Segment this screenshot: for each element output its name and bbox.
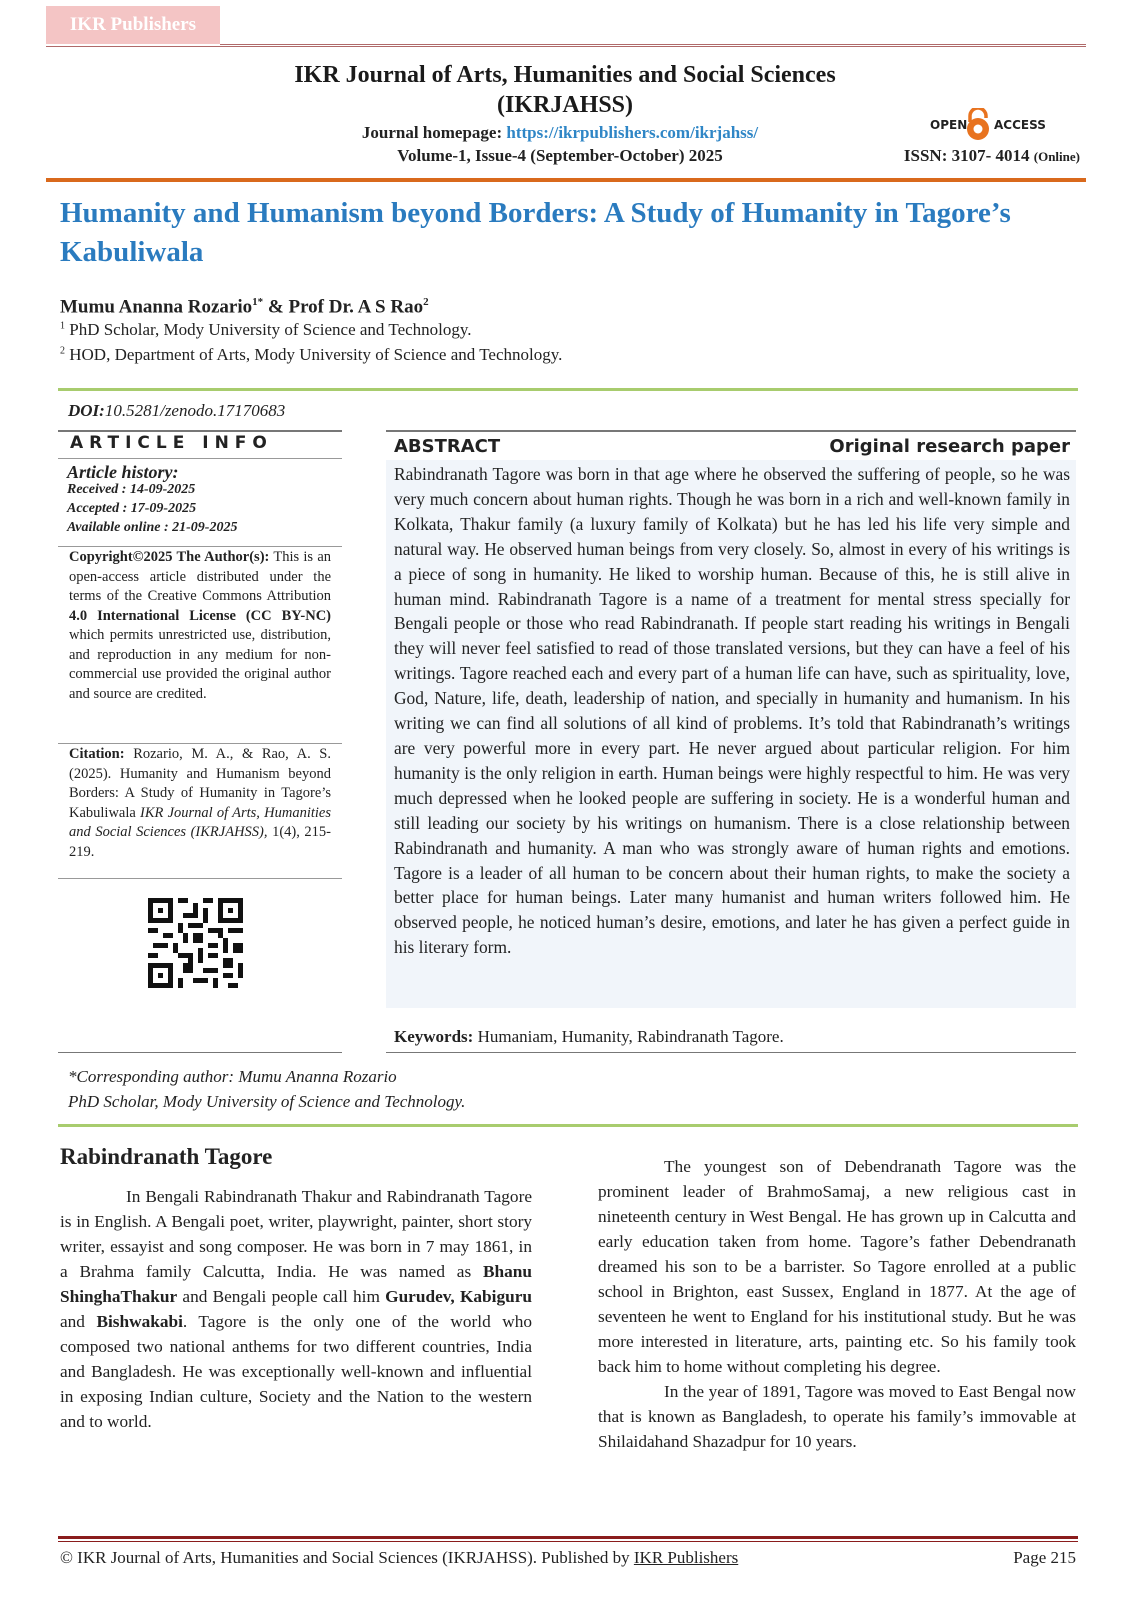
issn: ISSN: 3107- 4014 (Online) [903,146,1080,165]
open-access-lock-icon [967,108,989,140]
affiliation-1: $^1$ PhD Scholar, Mody University of Science and Technology. [60,320,472,339]
abstract-heading: ABSTRACT [394,436,501,457]
publisher-link[interactable]: IKR Publishers [633,1548,739,1567]
qr-code-icon[interactable] [148,898,243,988]
homepage-link[interactable]: https://ikrpublishers.com/ikrjahss/ [506,123,759,142]
info-rule [58,1052,342,1053]
body-paragraph: The youngest son of Debendranath Tagore was the prominent leader of BrahmoSamaj, a new religious cast in nineteenth century in West Bengal. He has grown up in Calcutta and early education taken from home. Tagore’s father Debendranath dreamed his son to be a barrister. So Tagore enrolled at a public school in Brighton, east Sussex, England in 1877. At the age of seventeen he went to England for his institutional study. But he was more interested in literature, arts, painting etc. So his family took back him to home without completing his degree. [598,1157,1076,1376]
info-rule [58,458,342,459]
paper-type-label: Original research paper [829,436,1070,457]
open-access-logo [930,108,1080,142]
copyright-notice: Copyright©2025 The Author(s): This is an open-access article distributed under the terms of the Creative Commons Attribution 4.0 International License (CC BY-NC) which permits unrestricted use, distribution, and reproduction in any medium for non-commercial use provided the original author and source are credited. [69,549,332,702]
publisher-badge: IKR Publishers [46,6,220,44]
open-access-left-text: OPEN [930,118,968,132]
corresponding-author: *Corresponding author: Mumu Ananna Rozario PhD Scholar, Mody University of Science and Technology. [68,1067,466,1111]
header-divider [46,46,1086,47]
paper-title: Humanity and Humanism beyond Borders: A Study of Humanity in Tagore’s Kabuliwala [60,197,1011,268]
keywords: Keywords: Humaniam, Humanity, Rabindranath Tagore. [394,1027,784,1046]
body-column-right [598,1154,1076,1454]
abstract-rule [386,1052,1076,1053]
open-access-right-text: ACCESS [994,118,1046,132]
body-column-left [60,1184,532,1434]
section-rule [58,1124,1078,1127]
section-rule [58,388,1078,391]
doi[interactable]: DOI:10.5281/zenodo.17170683 [68,401,286,420]
affiliation-2: $^2$ HOD, Department of Arts, Mody University of Science and Technology. [60,345,563,364]
body-paragraph: In the year of 1891, Tagore was moved to East Bengal now that is known as Bangladesh, to operate his family’s immovable at Shilaidahand Shazadpur for 10 years. [598,1382,1076,1451]
header-divider [220,44,1086,45]
info-rule [58,546,342,547]
received-date: Received : 14-09-2025 [67,482,196,497]
journal-title: IKR Journal of Arts, Humanities and Social Sciences (IKRJAHSS) [294,62,836,118]
journal-homepage: Journal homepage: https://ikrpublishers.com/ikrjahss/ [361,123,759,142]
page-number: Page 215 [1013,1548,1076,1567]
info-rule [58,743,342,744]
footer-rule [58,1541,1078,1542]
section-heading: Rabindranath Tagore [60,1144,273,1169]
info-rule [58,430,342,432]
abstract-rule [386,430,1076,432]
footer-rule [58,1536,1078,1539]
body-paragraph: In Bengali Rabindranath Thakur and Rabindranath Tagore is in English. A Bengali poet, writer, playwright, painter, short story writer, essayist and song composer. He was born in 7 may 1861, in a Brahma family Calcutta, India. He was named as Bhanu ShinghaThakur and Bengali people call him Gurudev, Kabiguru and Bishwakabi. Tagore is the only one of the world who composed two national anthems for two different countries, India and Bangladesh. He was exceptionally well-known and influential in exposing Indian culture, Society and the Nation to the western and to world. [60,1187,532,1431]
footer-copyright: © IKR Journal of Arts, Humanities and Social Sciences (IKRJAHSS). Published by IKR Publishers [60,1548,739,1567]
info-rule [58,878,342,879]
authors: Mumu Ananna Rozario$^{1*}$ & Prof Dr. A S Rao$^2$ [60,296,429,318]
citation: Citation: Rozario, M. A., & Rao, A. S. (2025). Humanity and Humanism beyond Borders: A Study of Humanity in Tagore’s Kabuliwala IKR Journal of Arts, Humanities and Social Sciences (IKRJAHSS), 1(4), 215-219. [69,746,331,860]
article-info-heading: ARTICLE INFO [70,433,273,453]
volume-issue: Volume-1, Issue-4 (September-October) 2025 [397,146,723,165]
available-date: Available online : 21-09-2025 [67,520,238,535]
abstract-text: Rabindranath Tagore was born in that age where he observed the suffering of people, so he was very much concern about human rights. Though he was born in a rich and well-known family in Kolkata, Thakur family (a luxury family of Kolkata) but he has led his life very simple and natural way. He observed human beings from very closely. So, almost in every of his writings is a piece of song in humanity. He liked to worship human. Because of this, he is still alive in human mind. Rabindranath Tagore is a name of a treatment for mental stress specially for Bengali people or those who read Rabindranath. If people start reading his writings in Bengali they will never feel satisfied to read of those translated versions, but they can have a feel of his writings. Tagore reached each and every part of a human life can have, such as spirituality, love, God, Nature, life, death, leadership of nation, and specially in humanity and humanism. In his writing we can find all solutions of all kind of problems. It’s told that Rabindranath’s writings are very powerful more in every part. He never argued about particular religion. For him humanity is the only religion in earth. Human beings were highly respectful to him. He was very much depressed when he looked people are suffering in society. He is a wonderful human and still leading our society by his writings on humanism. There is a close relationship between Rabindranath and humanity. A man who was strongly aware of human rights and emotions. Tagore is a leader of all human to be concern about their human rights, to make the society a better place for human beings. Later many humanist and human writers followed him. He observed people, he noticed human’s desire, emotions, and later he has given a perfect guide in his literary form. [394,464,1070,958]
article-history-heading: Article history: [67,462,179,482]
accepted-date: Accepted : 17-09-2025 [67,501,197,516]
header-rule [46,178,1086,182]
